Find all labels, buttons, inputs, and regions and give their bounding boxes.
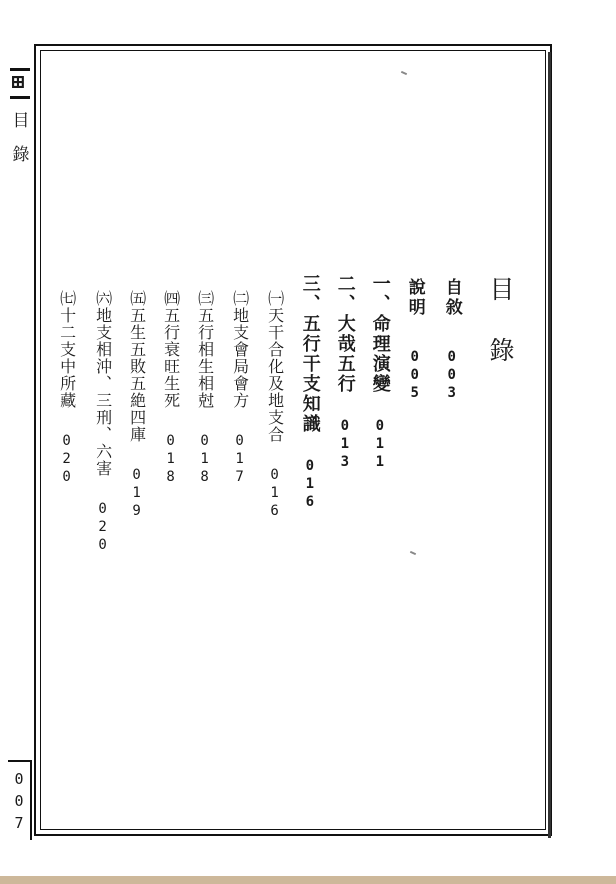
- running-header-char: 目: [12, 111, 30, 131]
- toc-entry-label: ㈤五生五敗五絶四庫: [127, 290, 147, 443]
- toc-entry: [370, 274, 390, 472]
- toc-entry: [442, 278, 461, 403]
- toc-entry-label: 三、五行干支知識: [299, 274, 321, 434]
- toc-entry-page: 017: [231, 433, 248, 488]
- toc-entry-label: ㈠天干合化及地支合: [265, 290, 285, 443]
- publisher-logo: [10, 68, 30, 99]
- page-number-digit: 0: [14, 792, 24, 810]
- page-number: [8, 760, 32, 840]
- toc-entry-label: ㈣五行衰旺生死: [161, 290, 181, 409]
- page-frame-inner: [40, 50, 546, 830]
- toc-subentry: [58, 290, 76, 487]
- scan-bottom-edge: [0, 876, 616, 884]
- toc-subentry: [128, 290, 146, 521]
- toc-entry-page: 005: [406, 348, 423, 403]
- toc-entry-page: 003: [443, 348, 460, 403]
- toc-subentry: [162, 290, 180, 487]
- toc-title: 目錄: [486, 276, 515, 398]
- toc-entry-label: ㈥地支相沖、三刑、六害: [93, 290, 113, 477]
- toc-entry-label: 說明: [404, 278, 425, 318]
- toc-entry-page: 020: [58, 433, 75, 488]
- toc-entry-page: 020: [94, 501, 111, 556]
- toc-subentry: [266, 290, 284, 521]
- toc-entry-page: 016: [266, 467, 283, 522]
- toc-entry-label: ㈢五行相生相尅: [195, 290, 215, 409]
- running-header-section-title: [11, 104, 31, 172]
- toc-entry: [335, 274, 355, 472]
- toc-entry-page: 018: [162, 433, 179, 488]
- logo-glyph: ⊞: [10, 71, 26, 93]
- running-header-char: 錄: [12, 145, 30, 165]
- page-number-digit: 7: [14, 814, 24, 832]
- toc-entry: [300, 274, 320, 512]
- toc-entry-page: 013: [336, 418, 353, 473]
- page-number-digit: 0: [14, 770, 24, 788]
- toc-entry-label: ㈡地支會局會方: [230, 290, 250, 409]
- toc-entry-label: ㈦十二支中所藏: [57, 290, 77, 409]
- toc-entry-page: 018: [196, 433, 213, 488]
- toc-entry-label: 自敘: [441, 278, 462, 318]
- page-frame-shadow: [548, 52, 551, 838]
- toc-subentry: [196, 290, 214, 487]
- toc-entry-label: 一、命理演變: [369, 274, 391, 394]
- toc-entry: [405, 278, 424, 403]
- toc-entry-page: 011: [371, 418, 388, 473]
- toc-subentry: [94, 290, 112, 555]
- toc-entry-page: 016: [301, 458, 318, 513]
- toc-entry-label: 二、大哉五行: [334, 274, 356, 394]
- toc-entry-page: 019: [128, 467, 145, 522]
- toc-subentry: [231, 290, 249, 487]
- logo-underline: [10, 96, 30, 99]
